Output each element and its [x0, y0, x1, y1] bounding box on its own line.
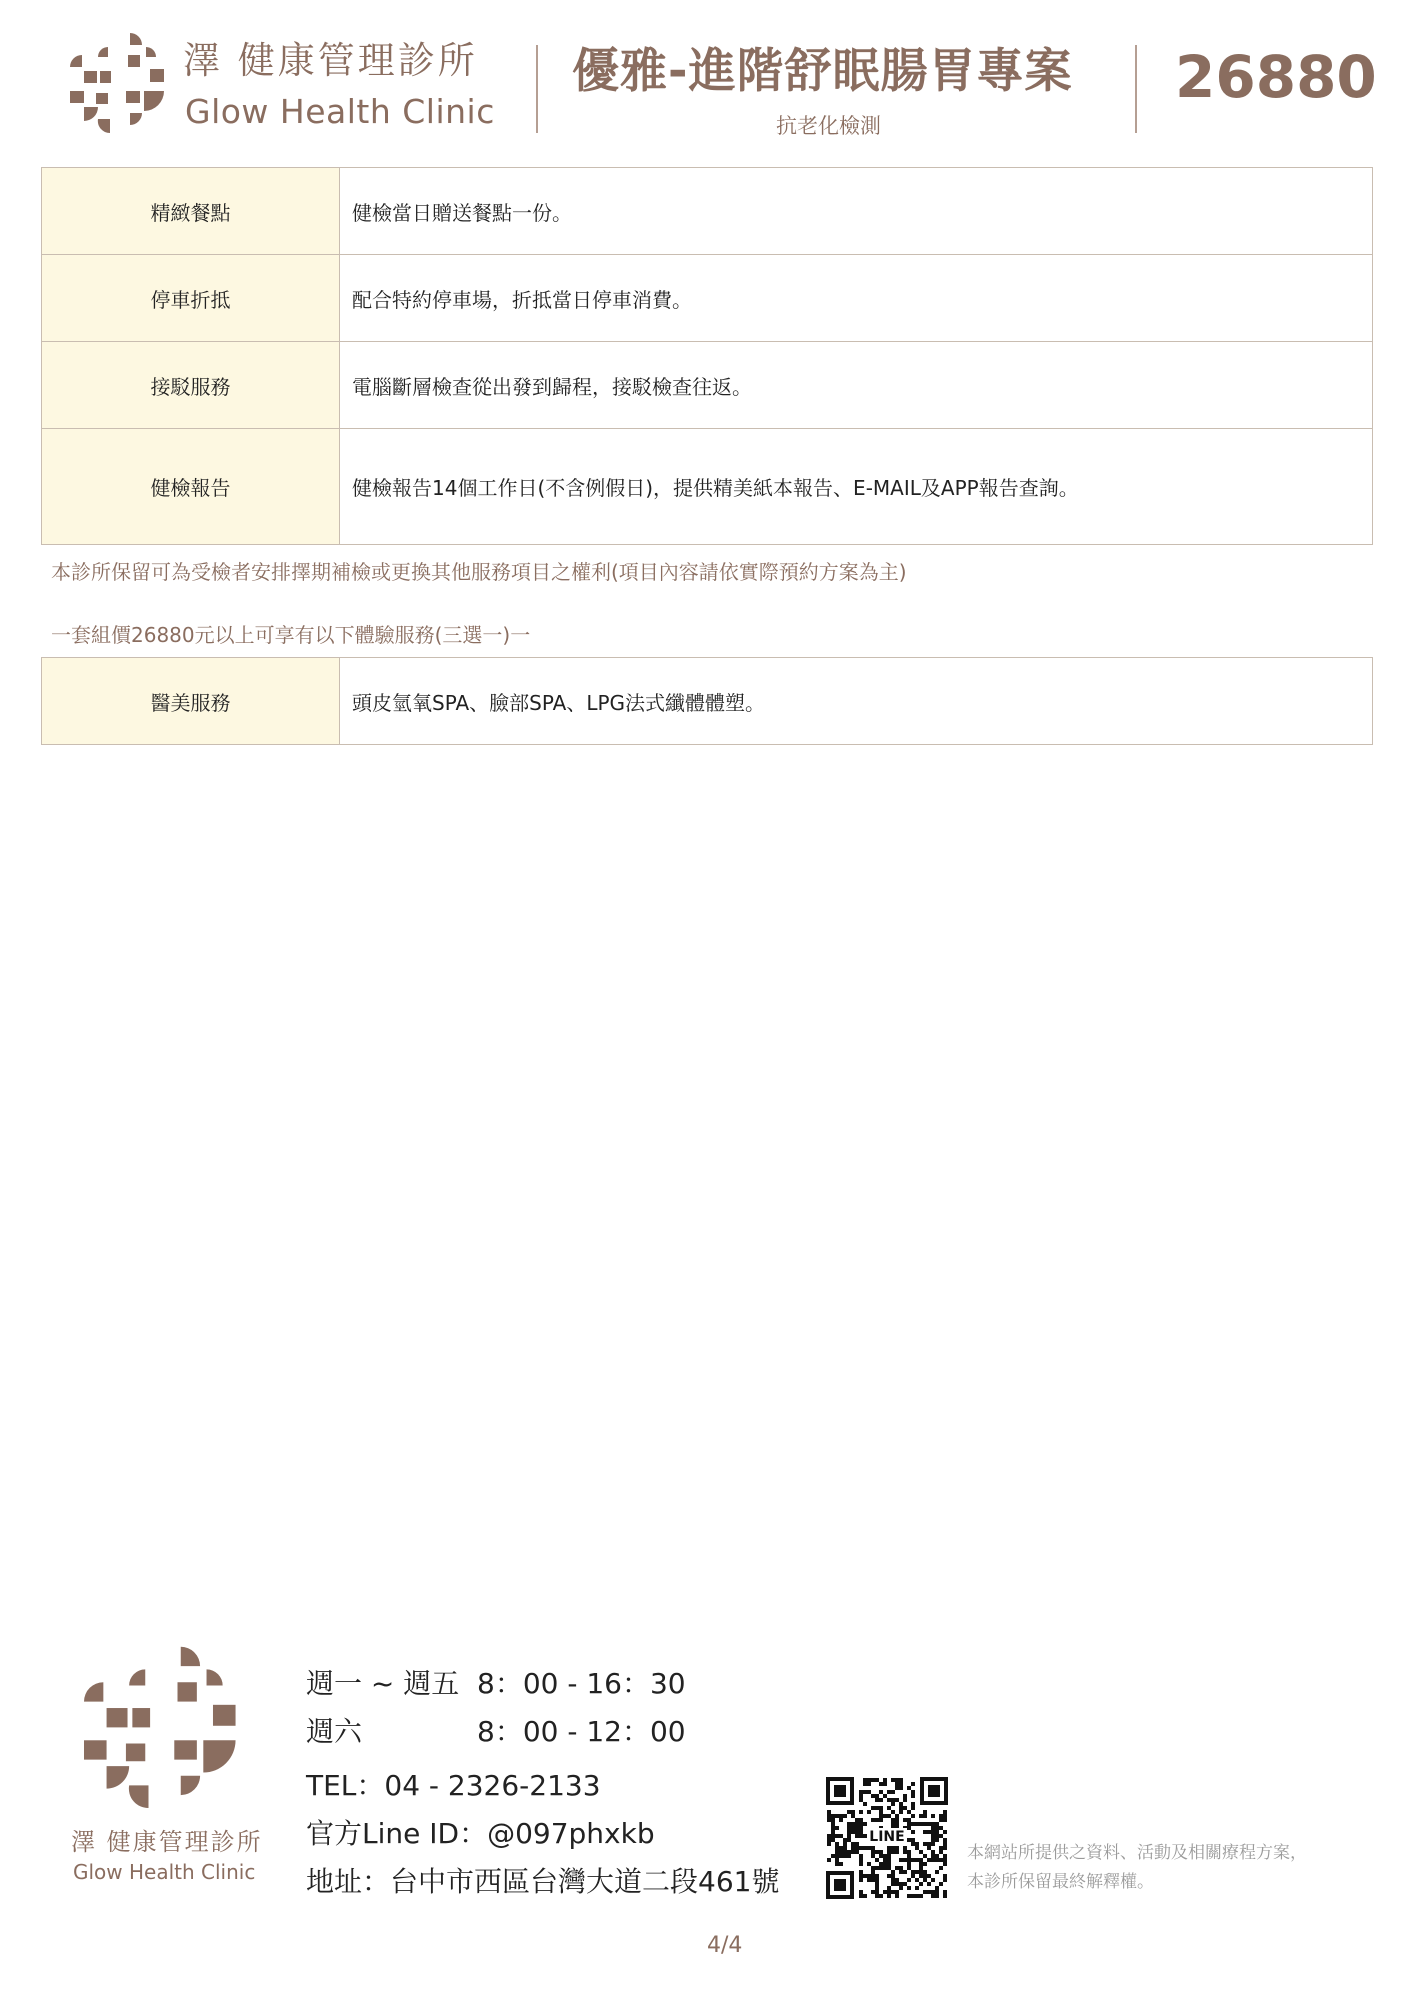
line-qr-code[interactable]	[826, 1777, 948, 1899]
package-subtitle: 抗老化檢測	[776, 114, 881, 138]
bonus-heading: 一套組價26880元以上可享有以下體驗服務(三選一)一	[51, 623, 531, 647]
service-label: 接駁服務	[42, 342, 340, 429]
contact-address: 地址：台中市西區台灣大道二段461號	[306, 1865, 780, 1898]
brand-name-en: Glow Health Clinic	[185, 92, 495, 131]
service-description: 健檢報告14個工作日(不含例假日)，提供精美紙本報告、E-MAIL及APP報告查詢。	[340, 429, 1373, 545]
package-title: 優雅-進階舒眠腸胃專案	[572, 44, 1073, 99]
contact-tel: TEL：04 - 2326-2133	[306, 1769, 601, 1802]
service-note: 本診所保留可為受檢者安排擇期補檢或更換其他服務項目之權利(項目內容請依實際預約方案為主)	[51, 560, 907, 584]
qr-line-label: LINE	[869, 1829, 905, 1845]
header-divider	[1135, 45, 1137, 133]
disclaimer-line-1: 本網站所提供之資料、活動及相關療程方案，	[967, 1843, 1307, 1863]
clinic-logo-icon	[84, 1644, 242, 1814]
footer-brand-name-zh: 澤 健康管理診所	[71, 1828, 263, 1856]
table-row	[42, 342, 1373, 429]
service-label: 精緻餐點	[42, 168, 340, 255]
brand-name-zh: 澤 健康管理診所	[183, 39, 478, 82]
service-label: 健檢報告	[42, 429, 340, 545]
service-description: 配合特約停車場，折抵當日停車消費。	[340, 255, 1373, 342]
disclaimer-line-2: 本診所保留最終解釋權。	[967, 1872, 1154, 1892]
service-label: 醫美服務	[42, 658, 340, 745]
service-description: 健檢當日贈送餐點一份。	[340, 168, 1373, 255]
bonus-table	[41, 657, 1373, 745]
table-row	[42, 429, 1373, 545]
table-row	[42, 168, 1373, 255]
hours-saturday	[306, 1715, 686, 1748]
hours-day: 週一 ~ 週五	[306, 1667, 460, 1700]
page-number: 4/4	[707, 1933, 743, 1958]
hours-time: 8：00 - 12：00	[477, 1715, 686, 1748]
table-row	[42, 255, 1373, 342]
hours-day: 週六	[306, 1715, 363, 1748]
header-divider	[536, 45, 538, 133]
contact-line-id: 官方Line ID：@097phxkb	[306, 1817, 655, 1850]
package-price: 26880	[1175, 43, 1377, 111]
hours-time: 8：00 - 16：30	[477, 1667, 686, 1700]
hours-weekday	[306, 1667, 686, 1700]
clinic-logo-icon	[70, 33, 168, 135]
footer-brand-name-en: Glow Health Clinic	[73, 1860, 256, 1884]
service-description: 頭皮氫氧SPA、臉部SPA、LPG法式纖體體塑。	[340, 658, 1373, 745]
service-description: 電腦斷層檢查從出發到歸程，接駁檢查往返。	[340, 342, 1373, 429]
table-row	[42, 658, 1373, 745]
services-table	[41, 167, 1373, 545]
service-label: 停車折抵	[42, 255, 340, 342]
